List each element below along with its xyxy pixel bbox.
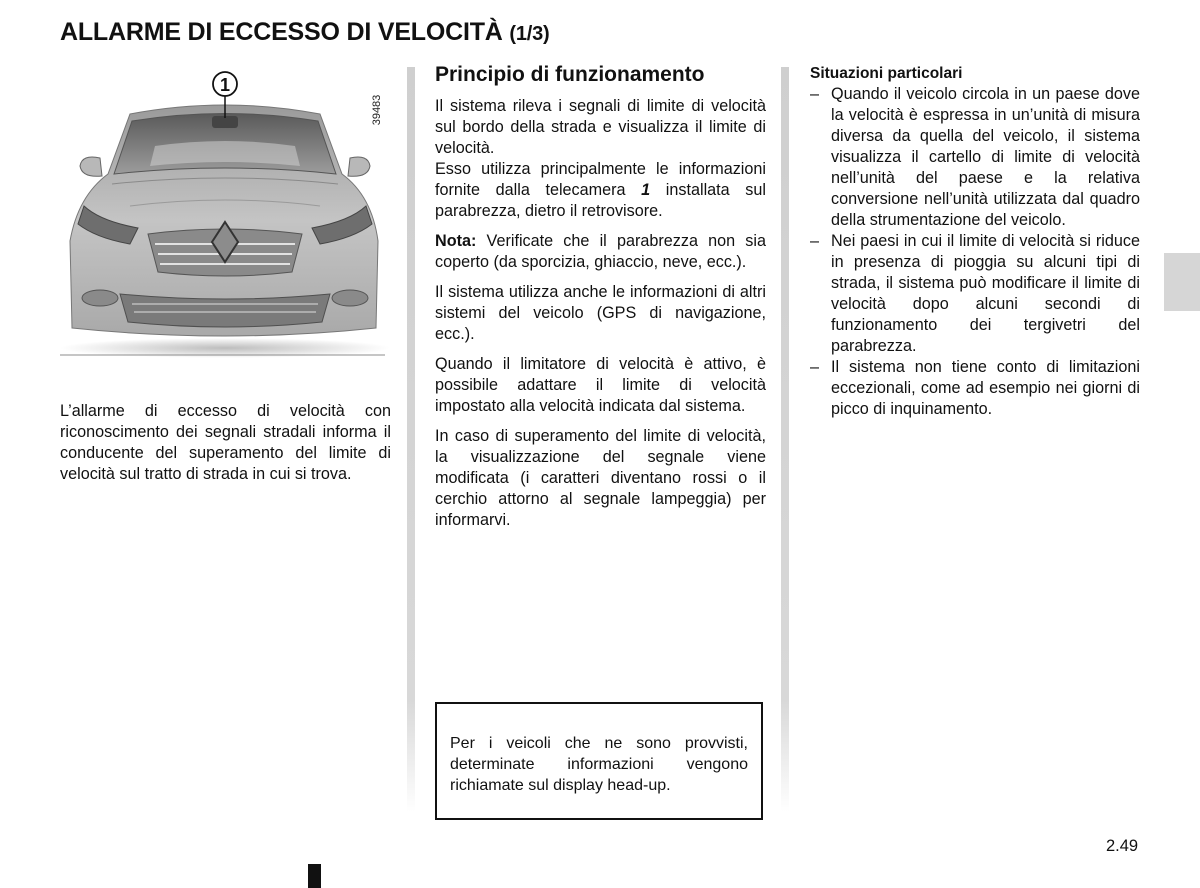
paragraph-limiter: Quando il limitatore di velocità è attivo, è possibile adattare il limite di velocità impostato alla velocità indicata dal sistema.	[435, 355, 766, 415]
paragraph-detection-text: Il sistema rileva i segnali di limite di velocità sul bordo della strada e visualizza il limite di velocità.	[435, 97, 766, 157]
section-heading-principle: Principio di funzionamento	[435, 63, 705, 86]
paragraph-other-systems: Il sistema utilizza anche le informazioni di altri sistemi del veicolo (GPS di navigazione, ecc.).	[435, 283, 766, 343]
principle-column	[435, 62, 766, 540]
column-divider-right	[781, 67, 789, 812]
list-item: – Il sistema non tiene conto di limitazioni eccezionali, come ad esempio nei giorni di picco di inquinamento.	[810, 357, 1140, 420]
note-paragraph	[435, 231, 766, 273]
title-text: ALLARME DI ECCESSO DI VELOCITÀ	[60, 18, 503, 46]
note-label: Nota:	[435, 232, 477, 250]
figure-code: 39483	[371, 94, 383, 126]
title-part-indicator: (1/3)	[509, 23, 550, 45]
column-divider-left	[407, 67, 415, 812]
figure-caption: L’allarme di eccesso di velocità con riconoscimento dei segnali stradali informa il conducente del superamento del limite di velocità sul tratto di strada in cui si trova.	[60, 402, 391, 483]
camera-reference-number: 1	[641, 181, 651, 199]
list-item: – Quando il veicolo circola in un paese dove la velocità è espressa in un’unità di misura diversa da quella del veicolo, il sistema visualizza il cartello di limite di velocità nell’unità del paese e la relativa conversione nell’unità utilizzata dal quadro della strumentazione del veicolo.	[810, 84, 1140, 231]
paragraph-exceeding: In caso di superamento del limite di velocità, la visualizzazione del segnale viene modificata (i caratteri diventano rossi o il cerchio attorno al segnale lampeggia) per informarvi.	[435, 427, 766, 529]
note-text: Verificate che il parabrezza non sia coperto (da sporcizia, ghiaccio, neve, ecc.).	[435, 232, 766, 271]
special-situations-column	[810, 63, 1140, 420]
paragraph-detection	[435, 96, 766, 159]
page-title	[60, 18, 550, 47]
page-number: 2.49	[1106, 837, 1139, 855]
list-item: – Nei paesi in cui il limite di velocità si riduce in presenza di pioggia su alcuni tipi di strada, il sistema può modificare il limite di velocità dopo alcuni secondi di funzionamento dei tergivetri del parabrezza.	[810, 231, 1140, 357]
paragraph-camera	[435, 159, 766, 222]
paragraph-camera-text-a: Esso utilizza principalmente le informazioni fornite dalla telecamera	[435, 160, 766, 199]
chapter-tab	[1164, 253, 1200, 311]
callout-number-1: 1	[219, 75, 231, 95]
paragraph-camera-text-b: installata sul parabrezza, dietro il retrovisore.	[435, 181, 767, 220]
car-front-illustration	[60, 66, 390, 361]
head-up-display-notice	[435, 702, 763, 820]
print-mark	[308, 864, 321, 888]
special-situations-list	[810, 84, 1140, 420]
section-heading-special-situations: Situazioni particolari	[810, 65, 963, 82]
figure-caption-column	[60, 401, 391, 494]
head-up-display-notice-text: Per i veicoli che ne sono provvisti, determinate informazioni vengono richiamate sul display head-up.	[450, 735, 748, 794]
